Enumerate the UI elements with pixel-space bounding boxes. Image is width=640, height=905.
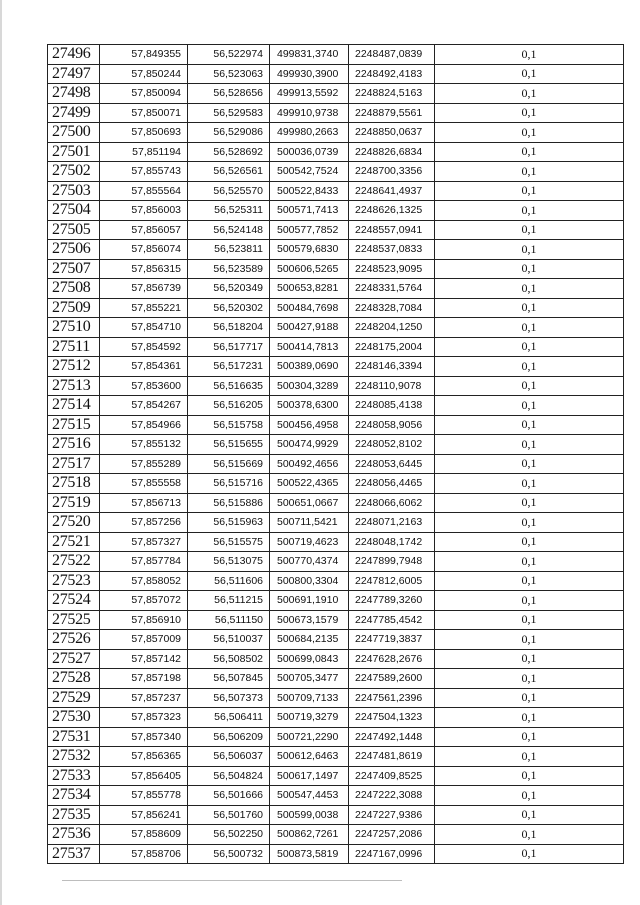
latitude-cell: 57,858706 <box>100 844 188 864</box>
latitude-cell: 57,855558 <box>100 474 188 494</box>
y-coordinate-cell: 2248700,3356 <box>349 162 435 182</box>
accuracy-cell: 0,1 <box>435 337 624 357</box>
latitude-cell: 57,854966 <box>100 415 188 435</box>
table-row <box>48 64 624 84</box>
point-number-cell: 27524 <box>48 591 100 611</box>
latitude-cell: 57,851194 <box>100 142 188 162</box>
longitude-cell: 56,515655 <box>188 435 270 455</box>
footer-rule <box>62 880 402 881</box>
accuracy-cell: 0,1 <box>435 298 624 318</box>
latitude-cell: 57,850094 <box>100 84 188 104</box>
longitude-cell: 56,508502 <box>188 649 270 669</box>
latitude-cell: 57,856739 <box>100 279 188 299</box>
point-number-cell: 27502 <box>48 162 100 182</box>
point-number-cell: 27522 <box>48 552 100 572</box>
table-row <box>48 415 624 435</box>
x-coordinate-cell: 500612,6463 <box>270 747 349 767</box>
longitude-cell: 56,506037 <box>188 747 270 767</box>
accuracy-cell: 0,1 <box>435 415 624 435</box>
x-coordinate-cell: 500542,7524 <box>270 162 349 182</box>
table-row <box>48 396 624 416</box>
latitude-cell: 57,857340 <box>100 727 188 747</box>
point-number-cell: 27500 <box>48 123 100 143</box>
table-row <box>48 103 624 123</box>
longitude-cell: 56,524148 <box>188 220 270 240</box>
accuracy-cell: 0,1 <box>435 591 624 611</box>
longitude-cell: 56,504824 <box>188 766 270 786</box>
table-row <box>48 123 624 143</box>
latitude-cell: 57,854361 <box>100 357 188 377</box>
table-row <box>48 688 624 708</box>
accuracy-cell: 0,1 <box>435 357 624 377</box>
accuracy-cell: 0,1 <box>435 84 624 104</box>
latitude-cell: 57,855778 <box>100 786 188 806</box>
point-number-cell: 27515 <box>48 415 100 435</box>
accuracy-cell: 0,1 <box>435 727 624 747</box>
point-number-cell: 27532 <box>48 747 100 767</box>
longitude-cell: 56,515669 <box>188 454 270 474</box>
latitude-cell: 57,856713 <box>100 493 188 513</box>
point-number-cell: 27537 <box>48 844 100 864</box>
x-coordinate-cell: 500653,8281 <box>270 279 349 299</box>
latitude-cell: 57,855132 <box>100 435 188 455</box>
accuracy-cell: 0,1 <box>435 610 624 630</box>
table-row <box>48 201 624 221</box>
y-coordinate-cell: 2248487,0839 <box>349 45 435 65</box>
x-coordinate-cell: 500414,7813 <box>270 337 349 357</box>
latitude-cell: 57,849355 <box>100 45 188 65</box>
longitude-cell: 56,525311 <box>188 201 270 221</box>
latitude-cell: 57,858052 <box>100 571 188 591</box>
latitude-cell: 57,850071 <box>100 103 188 123</box>
y-coordinate-cell: 2248537,0833 <box>349 240 435 260</box>
latitude-cell: 57,858609 <box>100 825 188 845</box>
x-coordinate-cell: 500577,7852 <box>270 220 349 240</box>
point-number-cell: 27505 <box>48 220 100 240</box>
table-row <box>48 240 624 260</box>
longitude-cell: 56,523589 <box>188 259 270 279</box>
table-row <box>48 259 624 279</box>
y-coordinate-cell: 2248048,1742 <box>349 532 435 552</box>
accuracy-cell: 0,1 <box>435 786 624 806</box>
table-row <box>48 552 624 572</box>
point-number-cell: 27508 <box>48 279 100 299</box>
point-number-cell: 27517 <box>48 454 100 474</box>
accuracy-cell: 0,1 <box>435 844 624 864</box>
latitude-cell: 57,855289 <box>100 454 188 474</box>
longitude-cell: 56,515758 <box>188 415 270 435</box>
table-row <box>48 610 624 630</box>
y-coordinate-cell: 2248492,4183 <box>349 64 435 84</box>
longitude-cell: 56,517231 <box>188 357 270 377</box>
longitude-cell: 56,511606 <box>188 571 270 591</box>
table-row <box>48 357 624 377</box>
point-number-cell: 27531 <box>48 727 100 747</box>
y-coordinate-cell: 2248071,2163 <box>349 513 435 533</box>
latitude-cell: 57,855564 <box>100 181 188 201</box>
table-row <box>48 649 624 669</box>
y-coordinate-cell: 2248058,9056 <box>349 415 435 435</box>
x-coordinate-cell: 500721,2290 <box>270 727 349 747</box>
longitude-cell: 56,522974 <box>188 45 270 65</box>
point-number-cell: 27523 <box>48 571 100 591</box>
x-coordinate-cell: 500651,0667 <box>270 493 349 513</box>
y-coordinate-cell: 2247785,4542 <box>349 610 435 630</box>
table-row <box>48 747 624 767</box>
longitude-cell: 56,526561 <box>188 162 270 182</box>
accuracy-cell: 0,1 <box>435 474 624 494</box>
y-coordinate-cell: 2248641,4937 <box>349 181 435 201</box>
table-row <box>48 279 624 299</box>
point-number-cell: 27512 <box>48 357 100 377</box>
y-coordinate-cell: 2248066,6062 <box>349 493 435 513</box>
x-coordinate-cell: 500719,3279 <box>270 708 349 728</box>
longitude-cell: 56,525570 <box>188 181 270 201</box>
point-number-cell: 27501 <box>48 142 100 162</box>
longitude-cell: 56,511150 <box>188 610 270 630</box>
longitude-cell: 56,506209 <box>188 727 270 747</box>
y-coordinate-cell: 2248879,5561 <box>349 103 435 123</box>
latitude-cell: 57,856315 <box>100 259 188 279</box>
table-row <box>48 532 624 552</box>
accuracy-cell: 0,1 <box>435 318 624 338</box>
accuracy-cell: 0,1 <box>435 279 624 299</box>
accuracy-cell: 0,1 <box>435 571 624 591</box>
accuracy-cell: 0,1 <box>435 513 624 533</box>
latitude-cell: 57,854267 <box>100 396 188 416</box>
y-coordinate-cell: 2248557,0941 <box>349 220 435 240</box>
y-coordinate-cell: 2248056,4465 <box>349 474 435 494</box>
x-coordinate-cell: 500606,5265 <box>270 259 349 279</box>
y-coordinate-cell: 2248204,1250 <box>349 318 435 338</box>
y-coordinate-cell: 2247628,2676 <box>349 649 435 669</box>
latitude-cell: 57,850693 <box>100 123 188 143</box>
longitude-cell: 56,529086 <box>188 123 270 143</box>
y-coordinate-cell: 2247257,2086 <box>349 825 435 845</box>
x-coordinate-cell: 500709,7133 <box>270 688 349 708</box>
y-coordinate-cell: 2247409,8525 <box>349 766 435 786</box>
latitude-cell: 57,857072 <box>100 591 188 611</box>
table-body <box>48 45 624 864</box>
point-number-cell: 27536 <box>48 825 100 845</box>
x-coordinate-cell: 499913,5592 <box>270 84 349 104</box>
longitude-cell: 56,523063 <box>188 64 270 84</box>
accuracy-cell: 0,1 <box>435 181 624 201</box>
x-coordinate-cell: 500492,4656 <box>270 454 349 474</box>
x-coordinate-cell: 500873,5819 <box>270 844 349 864</box>
accuracy-cell: 0,1 <box>435 240 624 260</box>
table-row <box>48 142 624 162</box>
longitude-cell: 56,515716 <box>188 474 270 494</box>
point-number-cell: 27510 <box>48 318 100 338</box>
y-coordinate-cell: 2247481,8619 <box>349 747 435 767</box>
x-coordinate-cell: 500770,4374 <box>270 552 349 572</box>
latitude-cell: 57,856003 <box>100 201 188 221</box>
point-number-cell: 27504 <box>48 201 100 221</box>
y-coordinate-cell: 2247789,3260 <box>349 591 435 611</box>
x-coordinate-cell: 500571,7413 <box>270 201 349 221</box>
x-coordinate-cell: 499980,2663 <box>270 123 349 143</box>
table-row <box>48 45 624 65</box>
table-row <box>48 571 624 591</box>
latitude-cell: 57,854592 <box>100 337 188 357</box>
longitude-cell: 56,523811 <box>188 240 270 260</box>
latitude-cell: 57,857237 <box>100 688 188 708</box>
latitude-cell: 57,857323 <box>100 708 188 728</box>
point-number-cell: 27527 <box>48 649 100 669</box>
x-coordinate-cell: 500705,3477 <box>270 669 349 689</box>
point-number-cell: 27525 <box>48 610 100 630</box>
latitude-cell: 57,850244 <box>100 64 188 84</box>
latitude-cell: 57,856910 <box>100 610 188 630</box>
accuracy-cell: 0,1 <box>435 688 624 708</box>
table-row <box>48 786 624 806</box>
point-number-cell: 27509 <box>48 298 100 318</box>
x-coordinate-cell: 500699,0843 <box>270 649 349 669</box>
latitude-cell: 57,856405 <box>100 766 188 786</box>
latitude-cell: 57,857142 <box>100 649 188 669</box>
y-coordinate-cell: 2248626,1325 <box>349 201 435 221</box>
accuracy-cell: 0,1 <box>435 493 624 513</box>
point-number-cell: 27498 <box>48 84 100 104</box>
latitude-cell: 57,855743 <box>100 162 188 182</box>
point-number-cell: 27530 <box>48 708 100 728</box>
latitude-cell: 57,854710 <box>100 318 188 338</box>
accuracy-cell: 0,1 <box>435 103 624 123</box>
y-coordinate-cell: 2248053,6445 <box>349 454 435 474</box>
latitude-cell: 57,857784 <box>100 552 188 572</box>
longitude-cell: 56,529583 <box>188 103 270 123</box>
accuracy-cell: 0,1 <box>435 649 624 669</box>
latitude-cell: 57,857009 <box>100 630 188 650</box>
y-coordinate-cell: 2247167,0996 <box>349 844 435 864</box>
y-coordinate-cell: 2248175,2004 <box>349 337 435 357</box>
x-coordinate-cell: 500800,3304 <box>270 571 349 591</box>
table-row <box>48 298 624 318</box>
y-coordinate-cell: 2248331,5764 <box>349 279 435 299</box>
y-coordinate-cell: 2248110,9078 <box>349 376 435 396</box>
point-number-cell: 27519 <box>48 493 100 513</box>
x-coordinate-cell: 500719,4623 <box>270 532 349 552</box>
x-coordinate-cell: 500427,9188 <box>270 318 349 338</box>
point-number-cell: 27499 <box>48 103 100 123</box>
point-number-cell: 27528 <box>48 669 100 689</box>
point-number-cell: 27533 <box>48 766 100 786</box>
longitude-cell: 56,520302 <box>188 298 270 318</box>
longitude-cell: 56,515575 <box>188 532 270 552</box>
longitude-cell: 56,501666 <box>188 786 270 806</box>
y-coordinate-cell: 2248824,5163 <box>349 84 435 104</box>
point-number-cell: 27518 <box>48 474 100 494</box>
point-number-cell: 27506 <box>48 240 100 260</box>
longitude-cell: 56,516635 <box>188 376 270 396</box>
accuracy-cell: 0,1 <box>435 552 624 572</box>
y-coordinate-cell: 2248052,8102 <box>349 435 435 455</box>
y-coordinate-cell: 2248328,7084 <box>349 298 435 318</box>
point-number-cell: 27526 <box>48 630 100 650</box>
coordinates-table <box>47 44 624 864</box>
table-row <box>48 435 624 455</box>
x-coordinate-cell: 499831,3740 <box>270 45 349 65</box>
x-coordinate-cell: 500522,8433 <box>270 181 349 201</box>
table-row <box>48 376 624 396</box>
accuracy-cell: 0,1 <box>435 532 624 552</box>
accuracy-cell: 0,1 <box>435 201 624 221</box>
table-row <box>48 181 624 201</box>
y-coordinate-cell: 2247222,3088 <box>349 786 435 806</box>
accuracy-cell: 0,1 <box>435 630 624 650</box>
accuracy-cell: 0,1 <box>435 708 624 728</box>
y-coordinate-cell: 2247899,7948 <box>349 552 435 572</box>
table-row <box>48 805 624 825</box>
table-row <box>48 591 624 611</box>
x-coordinate-cell: 500456,4958 <box>270 415 349 435</box>
y-coordinate-cell: 2247504,1323 <box>349 708 435 728</box>
point-number-cell: 27496 <box>48 45 100 65</box>
longitude-cell: 56,506411 <box>188 708 270 728</box>
longitude-cell: 56,500732 <box>188 844 270 864</box>
page-edge <box>0 0 2 905</box>
y-coordinate-cell: 2248850,0637 <box>349 123 435 143</box>
x-coordinate-cell: 500617,1497 <box>270 766 349 786</box>
accuracy-cell: 0,1 <box>435 766 624 786</box>
x-coordinate-cell: 500673,1579 <box>270 610 349 630</box>
point-number-cell: 27507 <box>48 259 100 279</box>
x-coordinate-cell: 500378,6300 <box>270 396 349 416</box>
accuracy-cell: 0,1 <box>435 454 624 474</box>
latitude-cell: 57,857327 <box>100 532 188 552</box>
table-row <box>48 825 624 845</box>
longitude-cell: 56,507845 <box>188 669 270 689</box>
latitude-cell: 57,856365 <box>100 747 188 767</box>
x-coordinate-cell: 500711,5421 <box>270 513 349 533</box>
x-coordinate-cell: 500474,9929 <box>270 435 349 455</box>
accuracy-cell: 0,1 <box>435 805 624 825</box>
point-number-cell: 27529 <box>48 688 100 708</box>
x-coordinate-cell: 499930,3900 <box>270 64 349 84</box>
longitude-cell: 56,511215 <box>188 591 270 611</box>
table-row <box>48 337 624 357</box>
accuracy-cell: 0,1 <box>435 142 624 162</box>
point-number-cell: 27513 <box>48 376 100 396</box>
longitude-cell: 56,520349 <box>188 279 270 299</box>
accuracy-cell: 0,1 <box>435 123 624 143</box>
longitude-cell: 56,501760 <box>188 805 270 825</box>
point-number-cell: 27521 <box>48 532 100 552</box>
latitude-cell: 57,856074 <box>100 240 188 260</box>
y-coordinate-cell: 2248523,9095 <box>349 259 435 279</box>
point-number-cell: 27511 <box>48 337 100 357</box>
point-number-cell: 27534 <box>48 786 100 806</box>
table-row <box>48 630 624 650</box>
y-coordinate-cell: 2248826,6834 <box>349 142 435 162</box>
y-coordinate-cell: 2247719,3837 <box>349 630 435 650</box>
table-row <box>48 454 624 474</box>
longitude-cell: 56,513075 <box>188 552 270 572</box>
accuracy-cell: 0,1 <box>435 220 624 240</box>
x-coordinate-cell: 500389,0690 <box>270 357 349 377</box>
table-row <box>48 84 624 104</box>
latitude-cell: 57,857198 <box>100 669 188 689</box>
latitude-cell: 57,855221 <box>100 298 188 318</box>
x-coordinate-cell: 500484,7698 <box>270 298 349 318</box>
x-coordinate-cell: 500304,3289 <box>270 376 349 396</box>
latitude-cell: 57,856057 <box>100 220 188 240</box>
x-coordinate-cell: 500036,0739 <box>270 142 349 162</box>
x-coordinate-cell: 500691,1910 <box>270 591 349 611</box>
y-coordinate-cell: 2247812,6005 <box>349 571 435 591</box>
y-coordinate-cell: 2248146,3394 <box>349 357 435 377</box>
accuracy-cell: 0,1 <box>435 669 624 689</box>
table-row <box>48 727 624 747</box>
accuracy-cell: 0,1 <box>435 435 624 455</box>
x-coordinate-cell: 499910,9738 <box>270 103 349 123</box>
y-coordinate-cell: 2247589,2600 <box>349 669 435 689</box>
x-coordinate-cell: 500684,2135 <box>270 630 349 650</box>
table-row <box>48 708 624 728</box>
longitude-cell: 56,528656 <box>188 84 270 104</box>
longitude-cell: 56,516205 <box>188 396 270 416</box>
point-number-cell: 27535 <box>48 805 100 825</box>
y-coordinate-cell: 2248085,4138 <box>349 396 435 416</box>
table-row <box>48 669 624 689</box>
table-row <box>48 220 624 240</box>
latitude-cell: 57,857256 <box>100 513 188 533</box>
longitude-cell: 56,515963 <box>188 513 270 533</box>
x-coordinate-cell: 500579,6830 <box>270 240 349 260</box>
longitude-cell: 56,517717 <box>188 337 270 357</box>
longitude-cell: 56,515886 <box>188 493 270 513</box>
accuracy-cell: 0,1 <box>435 64 624 84</box>
y-coordinate-cell: 2247227,9386 <box>349 805 435 825</box>
longitude-cell: 56,518204 <box>188 318 270 338</box>
longitude-cell: 56,507373 <box>188 688 270 708</box>
longitude-cell: 56,502250 <box>188 825 270 845</box>
x-coordinate-cell: 500862,7261 <box>270 825 349 845</box>
accuracy-cell: 0,1 <box>435 259 624 279</box>
table-row <box>48 493 624 513</box>
accuracy-cell: 0,1 <box>435 162 624 182</box>
table-row <box>48 513 624 533</box>
y-coordinate-cell: 2247561,2396 <box>349 688 435 708</box>
table-row <box>48 318 624 338</box>
y-coordinate-cell: 2247492,1448 <box>349 727 435 747</box>
accuracy-cell: 0,1 <box>435 376 624 396</box>
accuracy-cell: 0,1 <box>435 825 624 845</box>
point-number-cell: 27497 <box>48 64 100 84</box>
x-coordinate-cell: 500599,0038 <box>270 805 349 825</box>
point-number-cell: 27516 <box>48 435 100 455</box>
point-number-cell: 27514 <box>48 396 100 416</box>
table-row <box>48 766 624 786</box>
latitude-cell: 57,853600 <box>100 376 188 396</box>
table-row <box>48 474 624 494</box>
longitude-cell: 56,528692 <box>188 142 270 162</box>
point-number-cell: 27520 <box>48 513 100 533</box>
table-row <box>48 162 624 182</box>
accuracy-cell: 0,1 <box>435 747 624 767</box>
point-number-cell: 27503 <box>48 181 100 201</box>
accuracy-cell: 0,1 <box>435 45 624 65</box>
latitude-cell: 57,856241 <box>100 805 188 825</box>
accuracy-cell: 0,1 <box>435 396 624 416</box>
table-row <box>48 844 624 864</box>
x-coordinate-cell: 500522,4365 <box>270 474 349 494</box>
longitude-cell: 56,510037 <box>188 630 270 650</box>
x-coordinate-cell: 500547,4453 <box>270 786 349 806</box>
